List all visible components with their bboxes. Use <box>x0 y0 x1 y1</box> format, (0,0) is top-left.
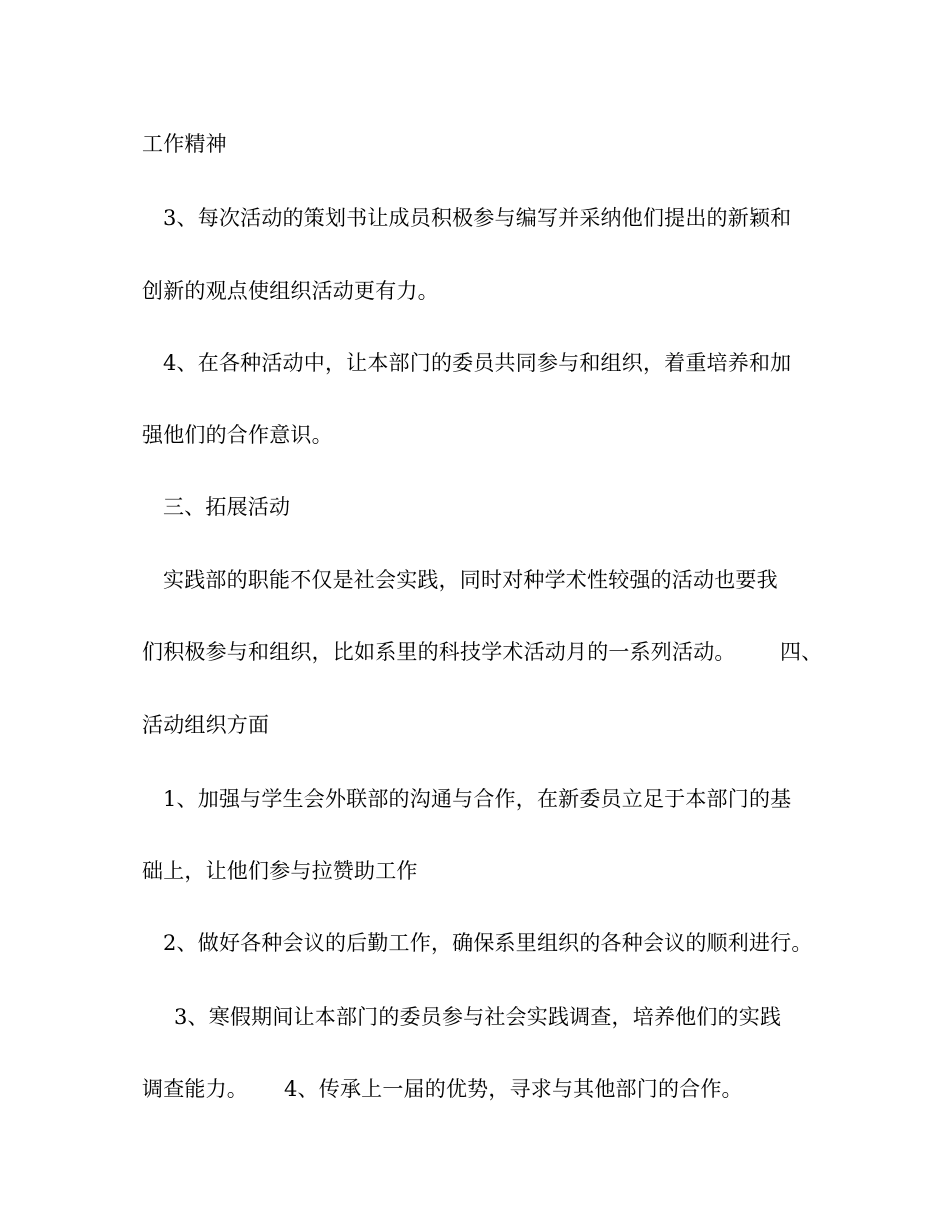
text-line-2: 3、每次活动的策划书让成员积极参与编写并采纳他们提出的新颖和 <box>163 206 792 230</box>
text-line-15: 4、传承上一届的优势，寻求与其他部门的合作。 <box>284 1077 743 1101</box>
section-number: 四、 <box>780 640 823 664</box>
text-line-5: 强他们的合作意识。 <box>142 423 333 447</box>
text-line-7: 实践部的职能不仅是社会实践，同时对种学术性较强的活动也要我 <box>163 568 778 592</box>
text-line-12: 2、做好各种会议的后勤工作，确保系里组织的各种会议的顺利进行。 <box>163 931 813 955</box>
text-line-11: 础上，让他们参与拉赞助工作 <box>142 859 418 883</box>
text-line-14: 调查能力。 <box>142 1077 248 1101</box>
text-line-13: 3、寒假期间让本部门的委员参与社会实践调查，培养他们的实践 <box>174 1005 782 1029</box>
text-line-3: 创新的观点使组织活动更有力。 <box>142 279 439 303</box>
text-line-8: 们积极参与和组织，比如系里的科技学术活动月的一系列活动。 <box>142 640 736 664</box>
section-heading: 三、拓展活动 <box>163 495 291 519</box>
section-heading-2: 活动组织方面 <box>142 713 270 737</box>
text-line-4: 4、在各种活动中，让本部门的委员共同参与和组织，着重培养和加 <box>163 351 792 375</box>
text-line-10: 1、加强与学生会外联部的沟通与合作，在新委员立足于本部门的基 <box>163 787 792 811</box>
text-line-1: 工作精神 <box>142 132 227 156</box>
